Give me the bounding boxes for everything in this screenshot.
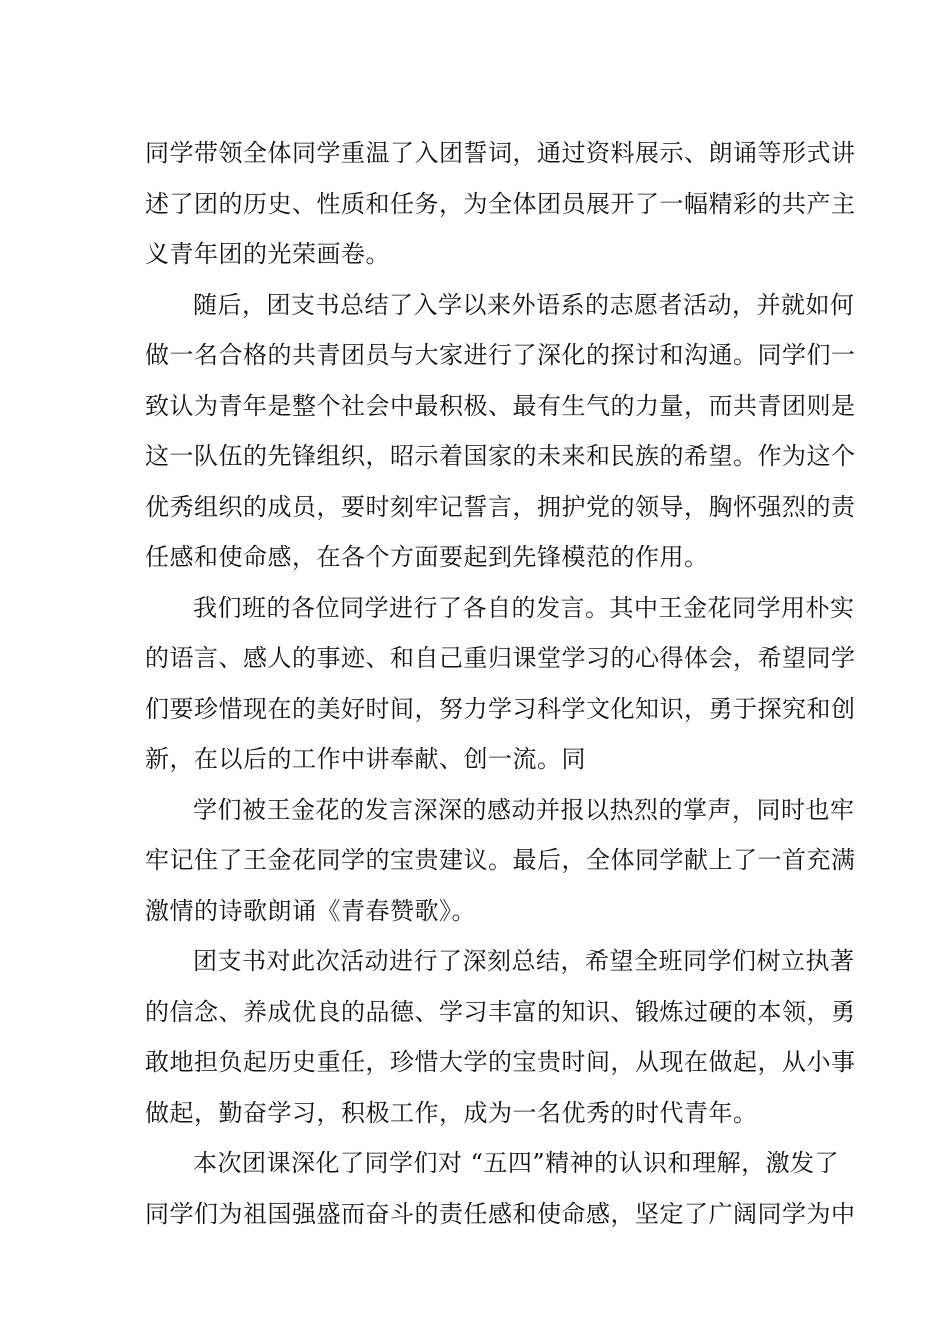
text-line: 本次团课深化了同学们对 “五四”精神的认识和理解，激发了 [193,1149,840,1177]
text-line: 任感和使命感，在各个方面要起到先锋模范的作用。 [145,543,709,571]
text-line: 述了团的历史、性质和任务，为全体团员展开了一幅精彩的共产主 [145,189,856,218]
text-line: 敢地担负起历史重任，珍惜大学的宝贵时间，从现在做起，从小事 [145,1048,856,1076]
text-line: 我们班的各位同学进行了各自的发言。其中王金花同学用朴实 [193,593,855,622]
text-line: 们要珍惜现在的美好时间，努力学习科学文化知识，勇于探究和创 [145,694,856,723]
text-line: 学们被王金花的发言深深的感动并报以热烈的掌声，同时也牢 [193,795,855,824]
text-line: 的信念、养成优良的品德、学习丰富的知识、锻炼过硬的本领，勇 [145,997,856,1026]
text-line: 牢记住了王金花同学的宝贵建议。最后，全体同学献上了一首充满 [145,846,856,874]
text-line: 优秀组织的成员，要时刻牢记誓言，拥护党的领导，胸怀强烈的责 [145,492,856,521]
text-line: 的语言、感人的事迹、和自己重归课堂学习的心得体会，希望同学 [145,644,856,672]
text-line: 做一名合格的共青团员与大家进行了深化的探讨和沟通。同学们一 [145,341,856,369]
text-line: 义青年团的光荣画卷。 [145,240,390,268]
text-line: 团支书对此次活动进行了深刻总结，希望全班同学们树立执著 [193,947,855,975]
text-line: 同学带领全体同学重温了入团誓词，通过资料展示、朗诵等形式讲 [145,139,856,167]
text-line: 激情的诗歌朗诵《青春赞歌》。 [145,896,476,925]
text-line: 随后，团支书总结了入学以来外语系的志愿者活动，并就如何 [193,290,855,319]
text-line: 致认为青年是整个社会中最积极、最有生气的力量，而共青团则是 [145,391,856,420]
text-line: 这一队伍的先锋组织，昭示着国家的未来和民族的希望。作为这个 [145,442,856,470]
text-line: 做起，勤奋学习，积极工作，成为一名优秀的时代青年。 [145,1098,758,1127]
document-body-text [145,128,856,1239]
text-line: 新，在以后的工作中讲奉献、创一流。同 [145,745,586,773]
text-line: 同学们为祖国强盛而奋斗的责任感和使命感，坚定了广阔同学为中 [145,1199,856,1228]
